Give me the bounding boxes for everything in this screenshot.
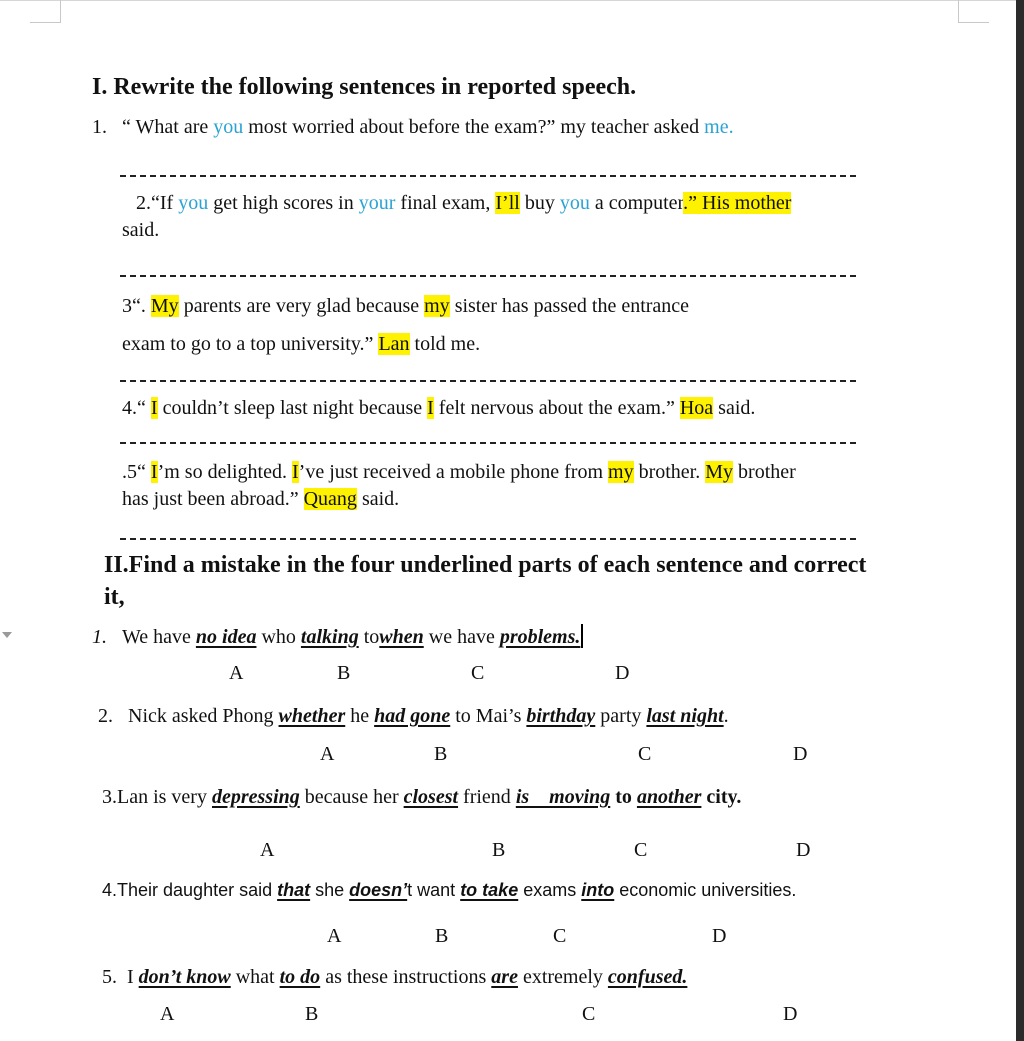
s1-q1-end: .: [728, 116, 734, 138]
s1-q5-t1: ’m so delighted.: [157, 461, 292, 483]
s1-q4-open: 4.“: [122, 397, 151, 419]
s1-q2-you2: you: [559, 192, 590, 214]
s2-q4-part-d: into: [581, 880, 615, 900]
s2-q5-letter-b: B: [305, 1003, 319, 1025]
s1-q3-open: 3“.: [122, 295, 151, 317]
s2-q3-t4: city.: [701, 786, 742, 808]
s1-q3-t2: sister has passed the entrance: [449, 295, 690, 317]
s2-q1-number: 1.: [92, 626, 107, 648]
s2-q1-letter-d: D: [615, 662, 630, 684]
s2-q5-letter-a: A: [160, 1003, 175, 1025]
s2-q4-t1: she: [310, 880, 350, 900]
s2-q1-letter-c: C: [471, 662, 485, 684]
s2-q4-letter-b: B: [435, 925, 449, 947]
s1-q4-i2: I: [427, 397, 434, 419]
s1-q5-my2: My: [705, 461, 734, 483]
s2-question-2: [98, 705, 729, 728]
s1-q2-ill: I’ll: [495, 192, 520, 214]
s1-q3-t1: parents are very glad because: [178, 295, 425, 317]
s2-q2-t1: he: [345, 705, 375, 727]
s2-question-1: [92, 624, 583, 649]
margin-corner-right: [958, 0, 989, 23]
window-right-border: [1016, 0, 1024, 1041]
s1-q1-text-mid: most worried about before the exam?” my teacher asked: [243, 116, 705, 138]
s1-q5-ive: I: [292, 461, 299, 483]
s1-q5-my1: my: [608, 461, 634, 483]
s2-question-3: [102, 786, 741, 809]
answer-line-3: [120, 380, 856, 382]
s1-q3-t3: told me.: [409, 333, 481, 355]
s2-q3-part-a: depressing: [211, 786, 300, 808]
s2-q4-t2: t want: [407, 880, 461, 900]
s1-q4-t1: couldn’t sleep last night because: [157, 397, 428, 419]
s1-q4-t2: felt nervous about the exam.”: [433, 397, 680, 419]
s2-q3-t1: because her: [299, 786, 404, 808]
s2-q3-t0: 3.Lan is very: [102, 786, 212, 808]
s2-q1-part-a: no idea: [195, 626, 257, 648]
s2-q1-part-c: when: [379, 626, 424, 648]
s2-q5-part-c: are: [491, 966, 518, 988]
s1-q1-text-open: “ What are: [122, 116, 214, 138]
s1-q2-t4: a computer: [589, 192, 684, 214]
s2-q3-t2: friend: [458, 786, 516, 808]
s1-q3-my1: My: [150, 295, 179, 317]
s1-q5-t5: said.: [356, 488, 400, 510]
s2-q5-number: 5.: [102, 966, 117, 988]
s1-q3-lan: Lan: [378, 333, 410, 355]
s1-q5-t4: brother: [733, 461, 796, 483]
s2-q5-t1: what: [230, 966, 280, 988]
s2-q3-t3: to: [610, 786, 637, 808]
s2-q1-t0: We have: [122, 626, 196, 648]
s2-q5-letter-d: D: [783, 1003, 798, 1025]
s2-q1-t2: to: [358, 626, 380, 648]
s2-q2-t2: to Mai’s: [450, 705, 527, 727]
s1-q3-line2-text: exam to go to a top university.”: [122, 333, 379, 355]
s2-q1-letter-b: B: [337, 662, 351, 684]
s2-q4-t0: 4.Their daughter said: [102, 880, 278, 900]
answer-line-4: [120, 442, 856, 444]
s1-q5-line2: [122, 488, 399, 511]
s2-q5-part-a: don’t know: [138, 966, 231, 988]
s1-q3-line2: [122, 333, 480, 356]
s1-q2-t3: buy: [519, 192, 560, 214]
s2-q5-t2: as these instructions: [320, 966, 492, 988]
s2-q5-part-d: confused.: [607, 966, 688, 988]
s2-q2-number: 2.: [98, 705, 113, 727]
s1-q4-t3: said.: [713, 397, 756, 419]
s1-q2-t2: final exam,: [395, 192, 496, 214]
s2-q3-letter-a: A: [260, 839, 275, 861]
s2-q2-part-b: had gone: [374, 705, 451, 727]
margin-corner-left: [30, 0, 61, 23]
s2-q1-t1: who: [256, 626, 301, 648]
s1-q1-me: me: [704, 116, 729, 138]
s2-q5-letter-c: C: [582, 1003, 596, 1025]
s2-question-5: [102, 966, 687, 989]
section1-heading: I. Rewrite the following sentences in reported speech.: [92, 74, 637, 100]
s1-q3-my2: my: [424, 295, 450, 317]
s1-q2-line2: said.: [122, 219, 160, 241]
s2-q3-letter-d: D: [796, 839, 811, 861]
s2-q1-part-b: talking: [300, 626, 359, 648]
s2-q2-t3: party: [595, 705, 647, 727]
page-top-edge: [0, 0, 1016, 1]
s2-q2-t0: Nick asked Phong: [128, 705, 279, 727]
section2-heading: II.Find a mistake in the four underlined parts of each sentence and correct: [104, 552, 867, 578]
answer-line-1: [120, 175, 856, 177]
s1-q1-you: you: [213, 116, 244, 138]
collapse-arrow-icon[interactable]: [2, 632, 12, 638]
text-cursor: [581, 624, 583, 648]
s1-q1-number: 1.: [92, 116, 107, 138]
s1-q5-t2: ’ve just received a mobile phone from: [298, 461, 609, 483]
answer-line-2: [120, 275, 856, 277]
s2-q4-part-c: to take: [460, 880, 519, 900]
s1-q2-close: .” His mother: [683, 192, 792, 214]
s2-q4-part-b: doesn’: [349, 880, 408, 900]
s1-q2-t1: get high scores in: [208, 192, 359, 214]
s1-question-1: [92, 116, 734, 139]
s2-q2-letter-d: D: [793, 743, 808, 765]
s2-q3-part-c: is moving: [515, 786, 611, 808]
answer-line-5: [120, 538, 856, 540]
s1-q5-im: I: [150, 461, 158, 483]
s1-question-2: [136, 192, 791, 215]
s1-q5-quang: Quang: [303, 488, 357, 510]
s2-q5-t0: I: [127, 966, 139, 988]
s2-q5-part-b: to do: [279, 966, 321, 988]
s1-q4-i1: I: [150, 397, 158, 419]
s2-q2-end: .: [723, 705, 729, 727]
s2-q4-t3: exams: [518, 880, 582, 900]
s2-q3-letter-b: B: [492, 839, 506, 861]
s2-q2-part-c: birthday: [526, 705, 596, 727]
s2-q4-letter-c: C: [553, 925, 567, 947]
s2-q1-t3: we have: [423, 626, 500, 648]
section2-heading-line2: it,: [104, 584, 125, 610]
s1-question-4: [122, 397, 755, 420]
s2-q3-part-d: another: [636, 786, 702, 808]
s1-question-3: [122, 295, 689, 318]
s1-q5-t3: brother.: [633, 461, 706, 483]
s2-q3-letter-c: C: [634, 839, 648, 861]
s1-q5-open: .5“: [122, 461, 151, 483]
s2-q4-letter-a: A: [327, 925, 342, 947]
s2-q1-letter-a: A: [229, 662, 244, 684]
s1-q2-you1: you: [178, 192, 209, 214]
s2-q2-part-d: last night: [646, 705, 724, 727]
s1-q2-open: 2.“If: [136, 192, 179, 214]
s2-q5-t3: extremely: [517, 966, 608, 988]
s2-q2-part-a: whether: [278, 705, 346, 727]
s2-q2-letter-c: C: [638, 743, 652, 765]
s1-question-5: [122, 461, 796, 484]
s2-question-4: [102, 880, 796, 901]
s2-q1-part-d: problems.: [499, 626, 581, 648]
s2-q4-part-a: that: [277, 880, 311, 900]
s1-q4-hoa: Hoa: [679, 397, 714, 419]
s2-q4-t4: economic universities.: [614, 880, 797, 900]
s2-q2-letter-b: B: [434, 743, 448, 765]
s2-q2-letter-a: A: [320, 743, 335, 765]
s2-q3-part-b: closest: [403, 786, 459, 808]
s1-q5-line2-text: has just been abroad.”: [122, 488, 304, 510]
s2-q4-letter-d: D: [712, 925, 727, 947]
s1-q2-your: your: [358, 192, 396, 214]
